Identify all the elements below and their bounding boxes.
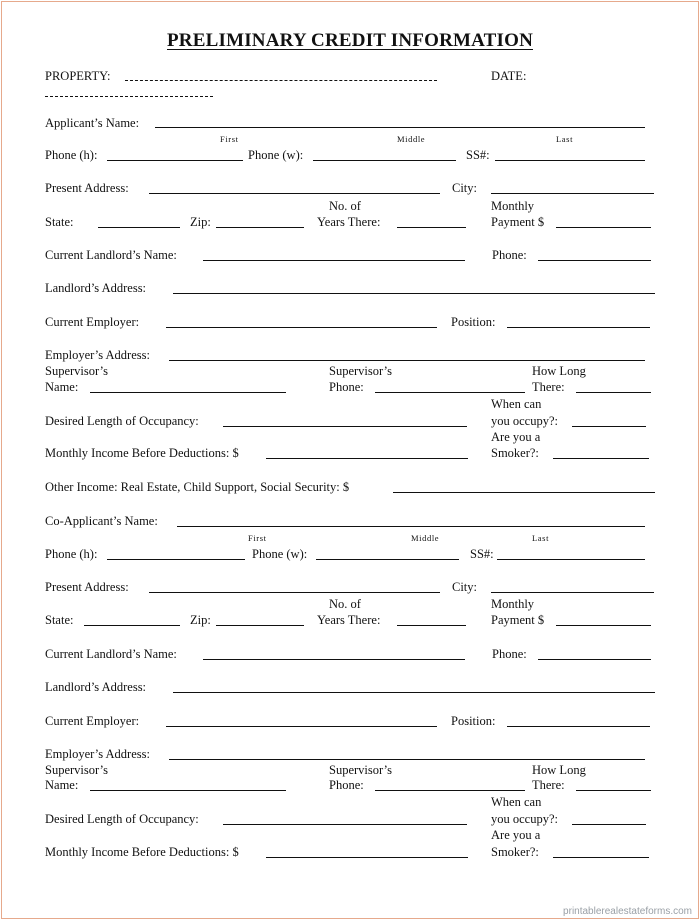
co-desired-length-field[interactable] (223, 824, 467, 825)
co-monthly-income-label: Monthly Income Before Deductions: $ (45, 845, 239, 859)
co-supervisor-phone-label: Phone: (329, 778, 364, 792)
co-occupy-field[interactable] (572, 824, 646, 825)
co-supervisor-phone-prefix: Supervisor’s (329, 763, 392, 777)
form-title: PRELIMINARY CREDIT INFORMATION (167, 30, 533, 51)
date-label: DATE: (491, 69, 527, 83)
co-payment-field[interactable] (556, 625, 651, 626)
first-hint: First (220, 134, 239, 144)
desired-length-label: Desired Length of Occupancy: (45, 414, 199, 428)
co-zip-label: Zip: (190, 613, 211, 627)
co-applicant-name-label: Co-Applicant’s Name: (45, 514, 158, 528)
employer-address-label: Employer’s Address: (45, 348, 150, 362)
phone-work-label: Phone (w): (248, 148, 304, 162)
supervisor-name-label: Name: (45, 380, 79, 394)
monthly-income-field[interactable] (266, 458, 468, 459)
present-address-field[interactable] (149, 193, 440, 194)
property-field[interactable] (125, 80, 437, 81)
co-state-label: State: (45, 613, 74, 627)
current-employer-label: Current Employer: (45, 315, 140, 329)
supervisor-phone-label: Phone: (329, 380, 364, 394)
date-field[interactable] (45, 96, 213, 97)
when-can-label: When can (491, 397, 542, 411)
watermark: printablerealestateforms.com (563, 906, 692, 917)
co-landlord-phone-label: Phone: (492, 647, 527, 661)
co-monthly-label: Monthly (491, 597, 535, 611)
phone-work-field[interactable] (313, 160, 456, 161)
current-employer-field[interactable] (166, 327, 437, 328)
co-employer-address-label: Employer’s Address: (45, 747, 150, 761)
years-there-field[interactable] (397, 227, 466, 228)
co-present-address-field[interactable] (149, 592, 440, 593)
co-supervisor-name-field[interactable] (90, 790, 286, 791)
supervisor-label: Supervisor’s (45, 364, 108, 378)
co-ssn-field[interactable] (497, 559, 645, 560)
co-smoker-field[interactable] (553, 857, 649, 858)
no-of-label: No. of (329, 199, 361, 213)
co-phone-home-field[interactable] (107, 559, 245, 560)
last-hint: Last (556, 134, 574, 144)
supervisor-name-field[interactable] (90, 392, 286, 393)
monthly-income-label: Monthly Income Before Deductions: $ (45, 446, 239, 460)
co-state-field[interactable] (84, 625, 180, 626)
landlord-address-field[interactable] (173, 293, 655, 294)
co-landlord-name-label: Current Landlord’s Name: (45, 647, 177, 661)
co-present-address-label: Present Address: (45, 580, 129, 594)
state-label: State: (45, 215, 74, 229)
co-current-employer-label: Current Employer: (45, 714, 140, 728)
payment-field[interactable] (556, 227, 651, 228)
co-city-field[interactable] (491, 592, 654, 593)
zip-field[interactable] (216, 227, 304, 228)
co-applicant-name-field[interactable] (177, 526, 645, 527)
smoker-label: Smoker?: (491, 446, 539, 460)
co-zip-field[interactable] (216, 625, 304, 626)
landlord-address-label: Landlord’s Address: (45, 281, 147, 295)
there-label: There: (532, 380, 565, 394)
co-how-long-label: How Long (532, 763, 586, 777)
city-field[interactable] (491, 193, 654, 194)
co-occupy-label: you occupy?: (491, 812, 558, 826)
phone-home-label: Phone (h): (45, 148, 98, 162)
phone-home-field[interactable] (107, 160, 243, 161)
co-position-field[interactable] (507, 726, 650, 727)
middle-hint: Middle (397, 134, 426, 144)
co-last-hint: Last (532, 533, 550, 543)
smoker-field[interactable] (553, 458, 649, 459)
supervisor-phone-field[interactable] (375, 392, 525, 393)
occupy-label: you occupy?: (491, 414, 558, 428)
co-middle-hint: Middle (411, 533, 440, 543)
monthly-label: Monthly (491, 199, 535, 213)
landlord-phone-field[interactable] (538, 260, 651, 261)
employer-address-field[interactable] (169, 360, 645, 361)
other-income-label: Other Income: Real Estate, Child Support, Social Security: $ (45, 480, 350, 494)
co-years-there-field[interactable] (397, 625, 466, 626)
landlord-name-field[interactable] (203, 260, 465, 261)
co-phone-work-label: Phone (w): (252, 547, 308, 561)
years-there-label: Years There: (317, 215, 381, 229)
co-how-long-field[interactable] (576, 790, 651, 791)
co-smoker-label: Smoker?: (491, 845, 539, 859)
zip-label: Zip: (190, 215, 211, 229)
are-you-a-label: Are you a (491, 430, 541, 444)
co-current-employer-field[interactable] (166, 726, 437, 727)
state-field[interactable] (98, 227, 180, 228)
how-long-field[interactable] (576, 392, 651, 393)
applicant-name-label: Applicant’s Name: (45, 116, 140, 130)
occupy-field[interactable] (572, 426, 646, 427)
co-are-you-a-label: Are you a (491, 828, 541, 842)
co-first-hint: First (248, 533, 267, 543)
co-landlord-phone-field[interactable] (538, 659, 651, 660)
co-phone-home-label: Phone (h): (45, 547, 98, 561)
desired-length-field[interactable] (223, 426, 467, 427)
position-label: Position: (451, 315, 496, 329)
co-landlord-address-label: Landlord’s Address: (45, 680, 147, 694)
co-desired-length-label: Desired Length of Occupancy: (45, 812, 199, 826)
co-ssn-label: SS#: (470, 547, 494, 561)
ssn-field[interactable] (495, 160, 645, 161)
co-landlord-name-field[interactable] (203, 659, 465, 660)
co-supervisor-phone-field[interactable] (375, 790, 525, 791)
co-employer-address-field[interactable] (169, 759, 645, 760)
present-address-label: Present Address: (45, 181, 129, 195)
co-no-of-label: No. of (329, 597, 361, 611)
co-payment-label: Payment $ (491, 613, 545, 627)
co-when-can-label: When can (491, 795, 542, 809)
payment-label: Payment $ (491, 215, 545, 229)
how-long-label: How Long (532, 364, 586, 378)
position-field[interactable] (507, 327, 650, 328)
landlord-phone-label: Phone: (492, 248, 527, 262)
ssn-label: SS#: (466, 148, 490, 162)
city-label: City: (452, 181, 478, 195)
applicant-name-field[interactable] (155, 127, 645, 128)
supervisor-phone-prefix: Supervisor’s (329, 364, 392, 378)
other-income-field[interactable] (393, 492, 655, 493)
co-phone-work-field[interactable] (316, 559, 459, 560)
landlord-name-label: Current Landlord’s Name: (45, 248, 177, 262)
co-city-label: City: (452, 580, 478, 594)
co-years-there-label: Years There: (317, 613, 381, 627)
co-supervisor-name-label: Name: (45, 778, 79, 792)
co-supervisor-label: Supervisor’s (45, 763, 108, 777)
co-there-label: There: (532, 778, 565, 792)
co-monthly-income-field[interactable] (266, 857, 468, 858)
co-position-label: Position: (451, 714, 496, 728)
property-label: PROPERTY: (45, 69, 111, 83)
co-landlord-address-field[interactable] (173, 692, 655, 693)
